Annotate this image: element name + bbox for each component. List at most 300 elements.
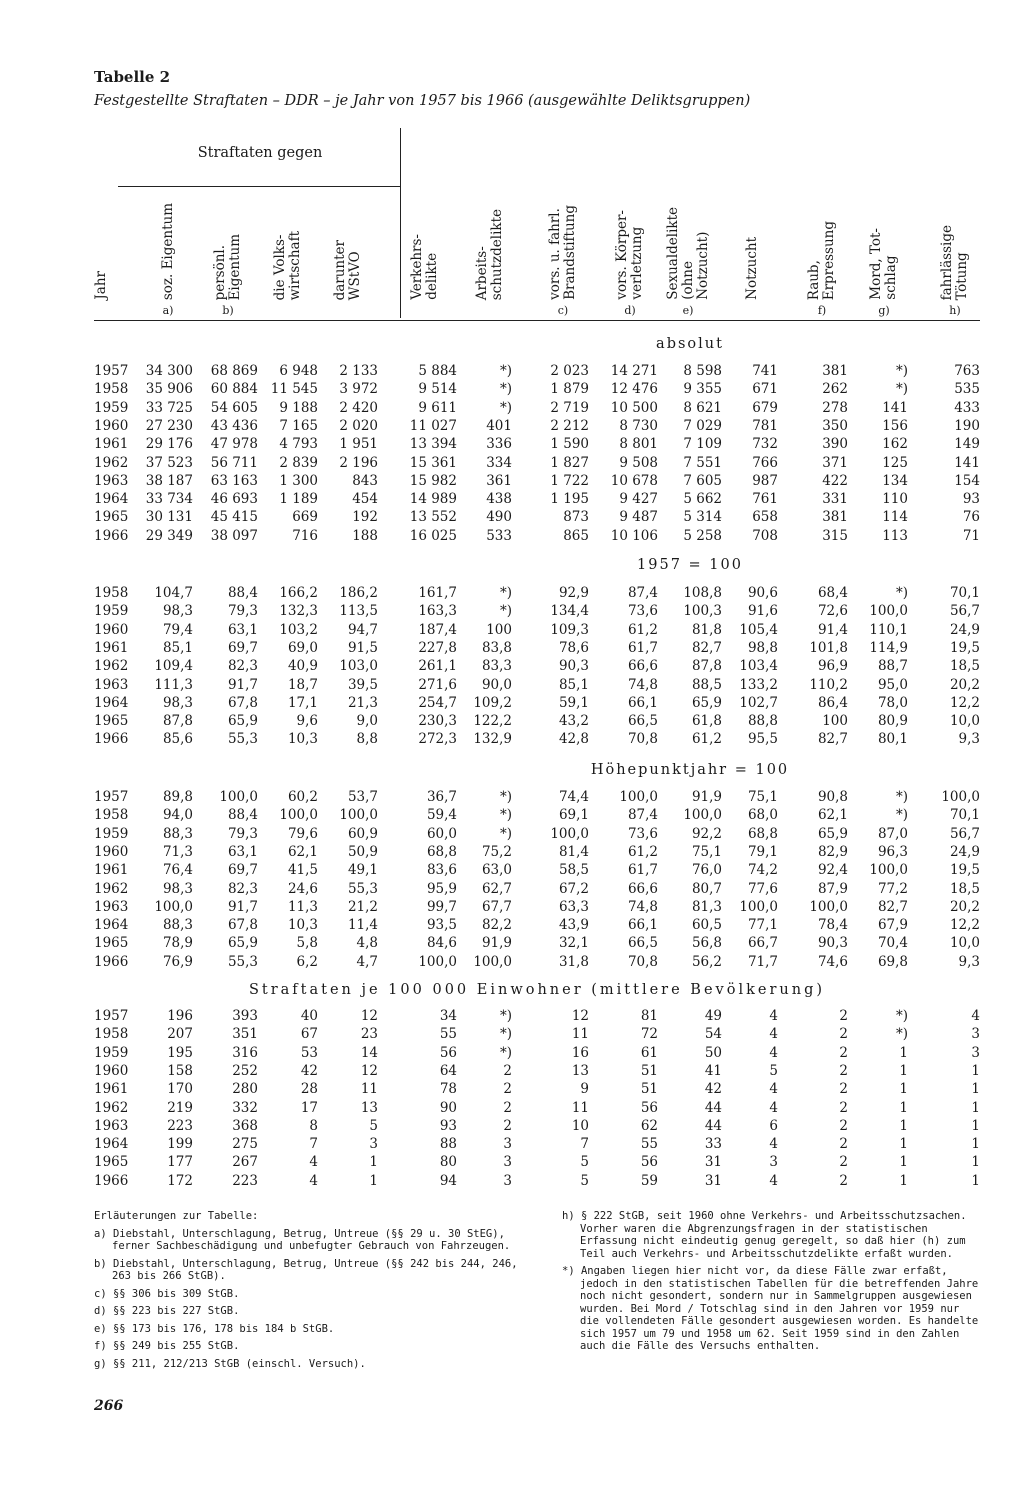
value-cell: 92,2 [691, 825, 722, 842]
value-cell: 62,1 [287, 843, 318, 860]
value-cell: 33 [704, 1136, 722, 1153]
table-row [0, 826, 1024, 844]
value-cell: 17,1 [287, 694, 318, 711]
value-cell: 1 590 [550, 436, 589, 453]
value-cell: 82,7 [877, 898, 908, 915]
value-cell: 7 551 [683, 454, 722, 471]
notes-left [94, 1210, 526, 1375]
value-cell: 149 [954, 436, 980, 453]
value-cell: 2 [839, 1008, 848, 1024]
value-cell: 85,1 [162, 639, 193, 656]
value-cell: 78,6 [558, 639, 589, 656]
value-cell: *) [499, 363, 512, 379]
value-cell: 44 [704, 1117, 722, 1134]
value-cell: 1 [971, 1081, 980, 1098]
value-cell: 267 [232, 1154, 258, 1171]
value-cell: 100,0 [869, 862, 908, 879]
value-cell: 91,5 [347, 639, 378, 656]
value-cell: 3 [369, 1136, 378, 1153]
value-cell: 45 415 [210, 509, 258, 526]
value-cell: 843 [352, 472, 378, 489]
value-cell: 4 [769, 1026, 778, 1043]
value-cell: 50,9 [347, 843, 378, 860]
value-cell: 35 906 [145, 381, 193, 398]
table-row [0, 436, 1024, 454]
value-cell: 103,0 [339, 658, 378, 675]
value-cell: 60,5 [691, 917, 722, 934]
value-cell: 66,7 [747, 935, 778, 952]
value-cell: 43,2 [558, 713, 589, 730]
value-cell: 67,9 [877, 917, 908, 934]
value-cell: 99,7 [426, 898, 457, 915]
value-cell: 1 [971, 1062, 980, 1079]
column-header-label: Sexualdelikte (ohne Notzucht) [664, 207, 711, 300]
value-cell: 3 [769, 1154, 778, 1171]
value-cell: 77,6 [747, 880, 778, 897]
value-cell: 55 [640, 1136, 658, 1153]
table-row [0, 731, 1024, 749]
value-cell: 68 869 [210, 363, 258, 379]
value-cell: 75,1 [747, 789, 778, 805]
value-cell: 679 [752, 399, 778, 416]
column-header [460, 170, 520, 300]
value-cell: *) [895, 1008, 908, 1024]
value-cell: 219 [167, 1099, 193, 1116]
value-cell: 102,7 [739, 694, 778, 711]
value-cell: 68,8 [747, 825, 778, 842]
value-cell: 5 314 [683, 509, 722, 526]
value-cell: 80 [439, 1154, 457, 1171]
value-cell: 80,7 [691, 880, 722, 897]
year-cell: 1959 [94, 399, 129, 416]
value-cell: 19,5 [949, 639, 980, 656]
value-cell: 100,0 [619, 789, 658, 805]
table-row [0, 528, 1024, 546]
value-cell: 3 [971, 1044, 980, 1061]
value-cell: 24,9 [949, 843, 980, 860]
value-cell: 103,2 [279, 621, 318, 638]
value-cell: 11,3 [287, 898, 318, 915]
value-cell: 16 025 [409, 527, 457, 544]
value-cell: 91,9 [481, 935, 512, 952]
value-cell: 1 [899, 1099, 908, 1116]
value-cell: 80,1 [877, 731, 908, 748]
value-cell: 34 300 [145, 363, 193, 379]
year-cell: 1960 [94, 1062, 129, 1079]
value-cell: 94,7 [347, 621, 378, 638]
column-header-label: Raub, Erpressung [806, 220, 837, 300]
value-cell: 223 [167, 1117, 193, 1134]
value-cell: 7 [309, 1136, 318, 1153]
value-cell: 70,8 [627, 953, 658, 970]
year-cell: 1961 [94, 862, 129, 879]
value-cell: 5 662 [683, 491, 722, 508]
value-cell: 18,7 [287, 676, 318, 693]
value-cell: 454 [352, 491, 378, 508]
column-header-label: vors. Körper- verletzung [614, 210, 645, 300]
value-cell: 671 [752, 381, 778, 398]
table-title: Festgestellte Straftaten – DDR – je Jahr von 1957 bis 1966 (ausgewählte Deliktsgruppen) [94, 93, 751, 109]
header-bottom-rule [94, 320, 980, 321]
value-cell: 5 [369, 1117, 378, 1134]
year-cell: 1960 [94, 417, 129, 434]
value-cell: 331 [822, 491, 848, 508]
value-cell: 163,3 [418, 603, 457, 620]
value-cell: 72 [640, 1026, 658, 1043]
value-cell: 94,0 [162, 807, 193, 824]
value-cell: 93 [962, 491, 980, 508]
value-cell: 72,6 [817, 603, 848, 620]
value-cell: 54 605 [210, 399, 258, 416]
value-cell: 763 [954, 363, 980, 379]
value-cell: 1 [369, 1154, 378, 1171]
value-cell: *) [499, 585, 512, 601]
table-row [0, 954, 1024, 972]
value-cell: 158 [167, 1062, 193, 1079]
value-cell: 93,5 [426, 917, 457, 934]
value-cell: 1 [971, 1117, 980, 1134]
value-cell: 44 [704, 1099, 722, 1116]
value-cell: 186,2 [339, 585, 378, 601]
value-cell: 60,0 [426, 825, 457, 842]
value-cell: 13 [360, 1099, 378, 1116]
year-cell: 1958 [94, 381, 129, 398]
column-header-label: die Volks- wirtschaft [272, 230, 303, 300]
value-cell: 3 [503, 1154, 512, 1171]
value-cell: 58,5 [558, 862, 589, 879]
footnote: e) §§ 173 bis 176, 178 bis 184 b StGB. [94, 1322, 335, 1335]
value-cell: 1 [971, 1154, 980, 1171]
value-cell: 2 196 [339, 454, 378, 471]
value-cell: 2 [839, 1154, 848, 1171]
value-cell: 79,4 [162, 621, 193, 638]
value-cell: 2 [839, 1026, 848, 1043]
table-row [0, 862, 1024, 880]
value-cell: 56 [640, 1154, 658, 1171]
value-cell: 316 [232, 1044, 258, 1061]
column-header [722, 170, 782, 300]
value-cell: 207 [167, 1026, 193, 1043]
value-cell: 12 [360, 1008, 378, 1024]
value-cell: 1 879 [550, 381, 589, 398]
value-cell: 9 188 [279, 399, 318, 416]
year-cell: 1965 [94, 713, 129, 730]
value-cell: 9 514 [418, 381, 457, 398]
table-row [0, 899, 1024, 917]
value-cell: 76,9 [162, 953, 193, 970]
column-header [138, 170, 198, 300]
value-cell: 46 693 [210, 491, 258, 508]
value-cell: *) [499, 399, 512, 416]
value-cell: 10,0 [949, 713, 980, 730]
value-cell: 10,3 [287, 731, 318, 748]
section-title: Höhepunktjahr = 100 [590, 762, 790, 778]
value-cell: 93 [439, 1117, 457, 1134]
value-cell: 166,2 [279, 585, 318, 601]
value-cell: *) [499, 381, 512, 398]
value-cell: *) [499, 603, 512, 620]
value-cell: 92,9 [558, 585, 589, 601]
value-cell: 96,3 [877, 843, 908, 860]
column-header [258, 170, 318, 300]
value-cell: 110 [882, 491, 908, 508]
table-row [0, 1136, 1024, 1154]
value-cell: 105,4 [739, 621, 778, 638]
value-cell: 100,0 [418, 953, 457, 970]
value-cell: 4 793 [279, 436, 318, 453]
value-cell: 100,0 [941, 789, 980, 805]
value-cell: 393 [232, 1008, 258, 1024]
value-cell: 61,7 [627, 862, 658, 879]
value-cell: 1 [369, 1172, 378, 1189]
value-cell: 69,7 [227, 862, 258, 879]
value-cell: 9,3 [958, 953, 980, 970]
value-cell: 67,2 [558, 880, 589, 897]
value-cell: 103,4 [739, 658, 778, 675]
value-cell: 89,8 [162, 789, 193, 805]
value-cell: 71,3 [162, 843, 193, 860]
column-footnote-marker: f) [817, 304, 827, 317]
value-cell: 15 361 [409, 454, 457, 471]
value-cell: 91,7 [227, 898, 258, 915]
value-cell: 11 027 [409, 417, 457, 434]
value-cell: 67,8 [227, 694, 258, 711]
value-cell: 62,1 [817, 807, 848, 824]
value-cell: 14 989 [409, 491, 457, 508]
value-cell: 1 [899, 1172, 908, 1189]
value-cell: 3 [971, 1026, 980, 1043]
group-header: Straftaten gegen [197, 145, 323, 161]
value-cell: 2 420 [339, 399, 378, 416]
column-footnote-marker: h) [949, 304, 961, 317]
value-cell: 16 [571, 1044, 589, 1061]
value-cell: 75,1 [691, 843, 722, 860]
table-row [0, 1026, 1024, 1044]
value-cell: 1 [899, 1044, 908, 1061]
column-header-label: persönl. Eigentum [212, 233, 243, 300]
value-cell: 11 [571, 1099, 589, 1116]
value-cell: 873 [563, 509, 589, 526]
column-header-label: Verkehrs- delikte [409, 234, 440, 300]
table-row [0, 1063, 1024, 1081]
value-cell: 11,4 [347, 917, 378, 934]
value-cell: 9,3 [958, 731, 980, 748]
value-cell: 49,1 [347, 862, 378, 879]
year-cell: 1963 [94, 472, 129, 489]
value-cell: 271,6 [418, 676, 457, 693]
value-cell: 82,2 [481, 917, 512, 934]
value-cell: 14 271 [610, 363, 658, 379]
value-cell: 87,4 [627, 807, 658, 824]
value-cell: 4 [309, 1154, 318, 1171]
value-cell: 6,2 [296, 953, 318, 970]
value-cell: 74,8 [627, 676, 658, 693]
value-cell: 13 394 [409, 436, 457, 453]
value-cell: 85,6 [162, 731, 193, 748]
column-header-label: vors. u. fahrl. Brandstiftung [547, 205, 578, 300]
value-cell: 67,7 [481, 898, 512, 915]
table-row [0, 1173, 1024, 1191]
value-cell: 55 [439, 1026, 457, 1043]
value-cell: 1 [971, 1099, 980, 1116]
value-cell: 98,3 [162, 603, 193, 620]
footnote: a) Diebstahl, Unterschlagung, Betrug, Untreue (§§ 29 u. 30 StEG), ferner Sachbeschädigung und unbefugter Gebrauch von Fahrzeugen. [94, 1227, 511, 1252]
value-cell: 2 [503, 1117, 512, 1134]
value-cell: 73,6 [627, 603, 658, 620]
value-cell: 2 023 [550, 363, 589, 379]
value-cell: 100,0 [339, 807, 378, 824]
value-cell: 66,1 [627, 917, 658, 934]
value-cell: 490 [486, 509, 512, 526]
value-cell: 5 [769, 1062, 778, 1079]
table-row [0, 1045, 1024, 1063]
table-row [0, 363, 1024, 381]
value-cell: 43,9 [558, 917, 589, 934]
value-cell: 74,2 [747, 862, 778, 879]
value-cell: 5 [580, 1154, 589, 1171]
value-cell: 761 [752, 491, 778, 508]
value-cell: 7 109 [683, 436, 722, 453]
value-cell: 8 598 [683, 363, 722, 379]
value-cell: 9 427 [619, 491, 658, 508]
value-cell: 100,0 [683, 807, 722, 824]
value-cell: 59,1 [558, 694, 589, 711]
value-cell: 132,3 [279, 603, 318, 620]
value-cell: 82,7 [691, 639, 722, 656]
value-cell: 7 605 [683, 472, 722, 489]
column-footnote-marker: e) [682, 304, 694, 317]
value-cell: 79,3 [227, 825, 258, 842]
value-cell: 195 [167, 1044, 193, 1061]
value-cell: 88,3 [162, 917, 193, 934]
year-cell: 1960 [94, 621, 129, 638]
value-cell: 4 [769, 1172, 778, 1189]
value-cell: 8 801 [619, 436, 658, 453]
value-cell: 177 [167, 1154, 193, 1171]
value-cell: 8 [309, 1117, 318, 1134]
value-cell: 4 [769, 1136, 778, 1153]
value-cell: 7 165 [279, 417, 318, 434]
year-cell: 1963 [94, 1117, 129, 1134]
value-cell: 110,1 [869, 621, 908, 638]
value-cell: 91,4 [817, 621, 848, 638]
value-cell: 1 [971, 1172, 980, 1189]
value-cell: 74,8 [627, 898, 658, 915]
value-cell: 61 [640, 1044, 658, 1061]
column-footnote-marker: b) [222, 304, 234, 317]
column-footnote-marker: g) [878, 304, 890, 317]
value-cell: 78,4 [817, 917, 848, 934]
value-cell: 2 133 [339, 363, 378, 379]
value-cell: 2 719 [550, 399, 589, 416]
value-cell: 82,9 [817, 843, 848, 860]
value-cell: 336 [486, 436, 512, 453]
table-row [0, 585, 1024, 603]
value-cell: 161,7 [418, 585, 457, 601]
value-cell: 90,8 [817, 789, 848, 805]
value-cell: 9,6 [296, 713, 318, 730]
value-cell: 113 [882, 527, 908, 544]
value-cell: 1 [899, 1117, 908, 1134]
column-header [395, 170, 455, 300]
value-cell: 65,9 [817, 825, 848, 842]
value-cell: 81,4 [558, 843, 589, 860]
value-cell: 109,4 [154, 658, 193, 675]
value-cell: 63 163 [210, 472, 258, 489]
value-cell: 41 [704, 1062, 722, 1079]
value-cell: 2 [839, 1117, 848, 1134]
value-cell: 20,2 [949, 898, 980, 915]
year-cell: 1964 [94, 1136, 129, 1153]
value-cell: 31 [704, 1154, 722, 1171]
value-cell: 81,8 [691, 621, 722, 638]
table-row [0, 1154, 1024, 1172]
value-cell: 23 [360, 1026, 378, 1043]
value-cell: 42 [704, 1081, 722, 1098]
value-cell: 6 [769, 1117, 778, 1134]
value-cell: *) [499, 1026, 512, 1043]
column-footnote-marker: d) [624, 304, 636, 317]
year-cell: 1962 [94, 1099, 129, 1116]
value-cell: 64 [439, 1062, 457, 1079]
value-cell: 422 [822, 472, 848, 489]
column-header [533, 170, 593, 300]
footnote: g) §§ 211, 212/213 StGB (einschl. Versuch). [94, 1357, 366, 1370]
table-row [0, 695, 1024, 713]
value-cell: 361 [486, 472, 512, 489]
value-cell: *) [895, 585, 908, 601]
value-cell: 90,0 [481, 676, 512, 693]
table-row [0, 509, 1024, 527]
value-cell: 67,8 [227, 917, 258, 934]
table-row [0, 603, 1024, 621]
value-cell: 61,8 [691, 713, 722, 730]
value-cell: 1 951 [339, 436, 378, 453]
value-cell: 122,2 [473, 713, 512, 730]
value-cell: 59 [640, 1172, 658, 1189]
value-cell: 96,9 [817, 658, 848, 675]
table-row [0, 844, 1024, 862]
value-cell: 1 195 [550, 491, 589, 508]
value-cell: 4 [769, 1099, 778, 1116]
value-cell: 134,4 [550, 603, 589, 620]
value-cell: 91,7 [227, 676, 258, 693]
value-cell: 69,1 [558, 807, 589, 824]
table-row [0, 807, 1024, 825]
value-cell: 9 508 [619, 454, 658, 471]
value-cell: 12 476 [610, 381, 658, 398]
table-row [0, 935, 1024, 953]
column-header-label: Mord, Tot- schlag [868, 228, 899, 300]
value-cell: 865 [563, 527, 589, 544]
value-cell: 190 [954, 417, 980, 434]
value-cell: 154 [954, 472, 980, 489]
value-cell: 134 [882, 472, 908, 489]
value-cell: 88,8 [747, 713, 778, 730]
value-cell: 227,8 [418, 639, 457, 656]
value-cell: 132,9 [473, 731, 512, 748]
value-cell: 63,0 [481, 862, 512, 879]
value-cell: 42,8 [558, 731, 589, 748]
value-cell: 65,9 [691, 694, 722, 711]
table-row [0, 658, 1024, 676]
value-cell: 13 552 [409, 509, 457, 526]
value-cell: 59,4 [426, 807, 457, 824]
value-cell: 125 [882, 454, 908, 471]
value-cell: 199 [167, 1136, 193, 1153]
value-cell: 10 678 [610, 472, 658, 489]
value-cell: 81,3 [691, 898, 722, 915]
